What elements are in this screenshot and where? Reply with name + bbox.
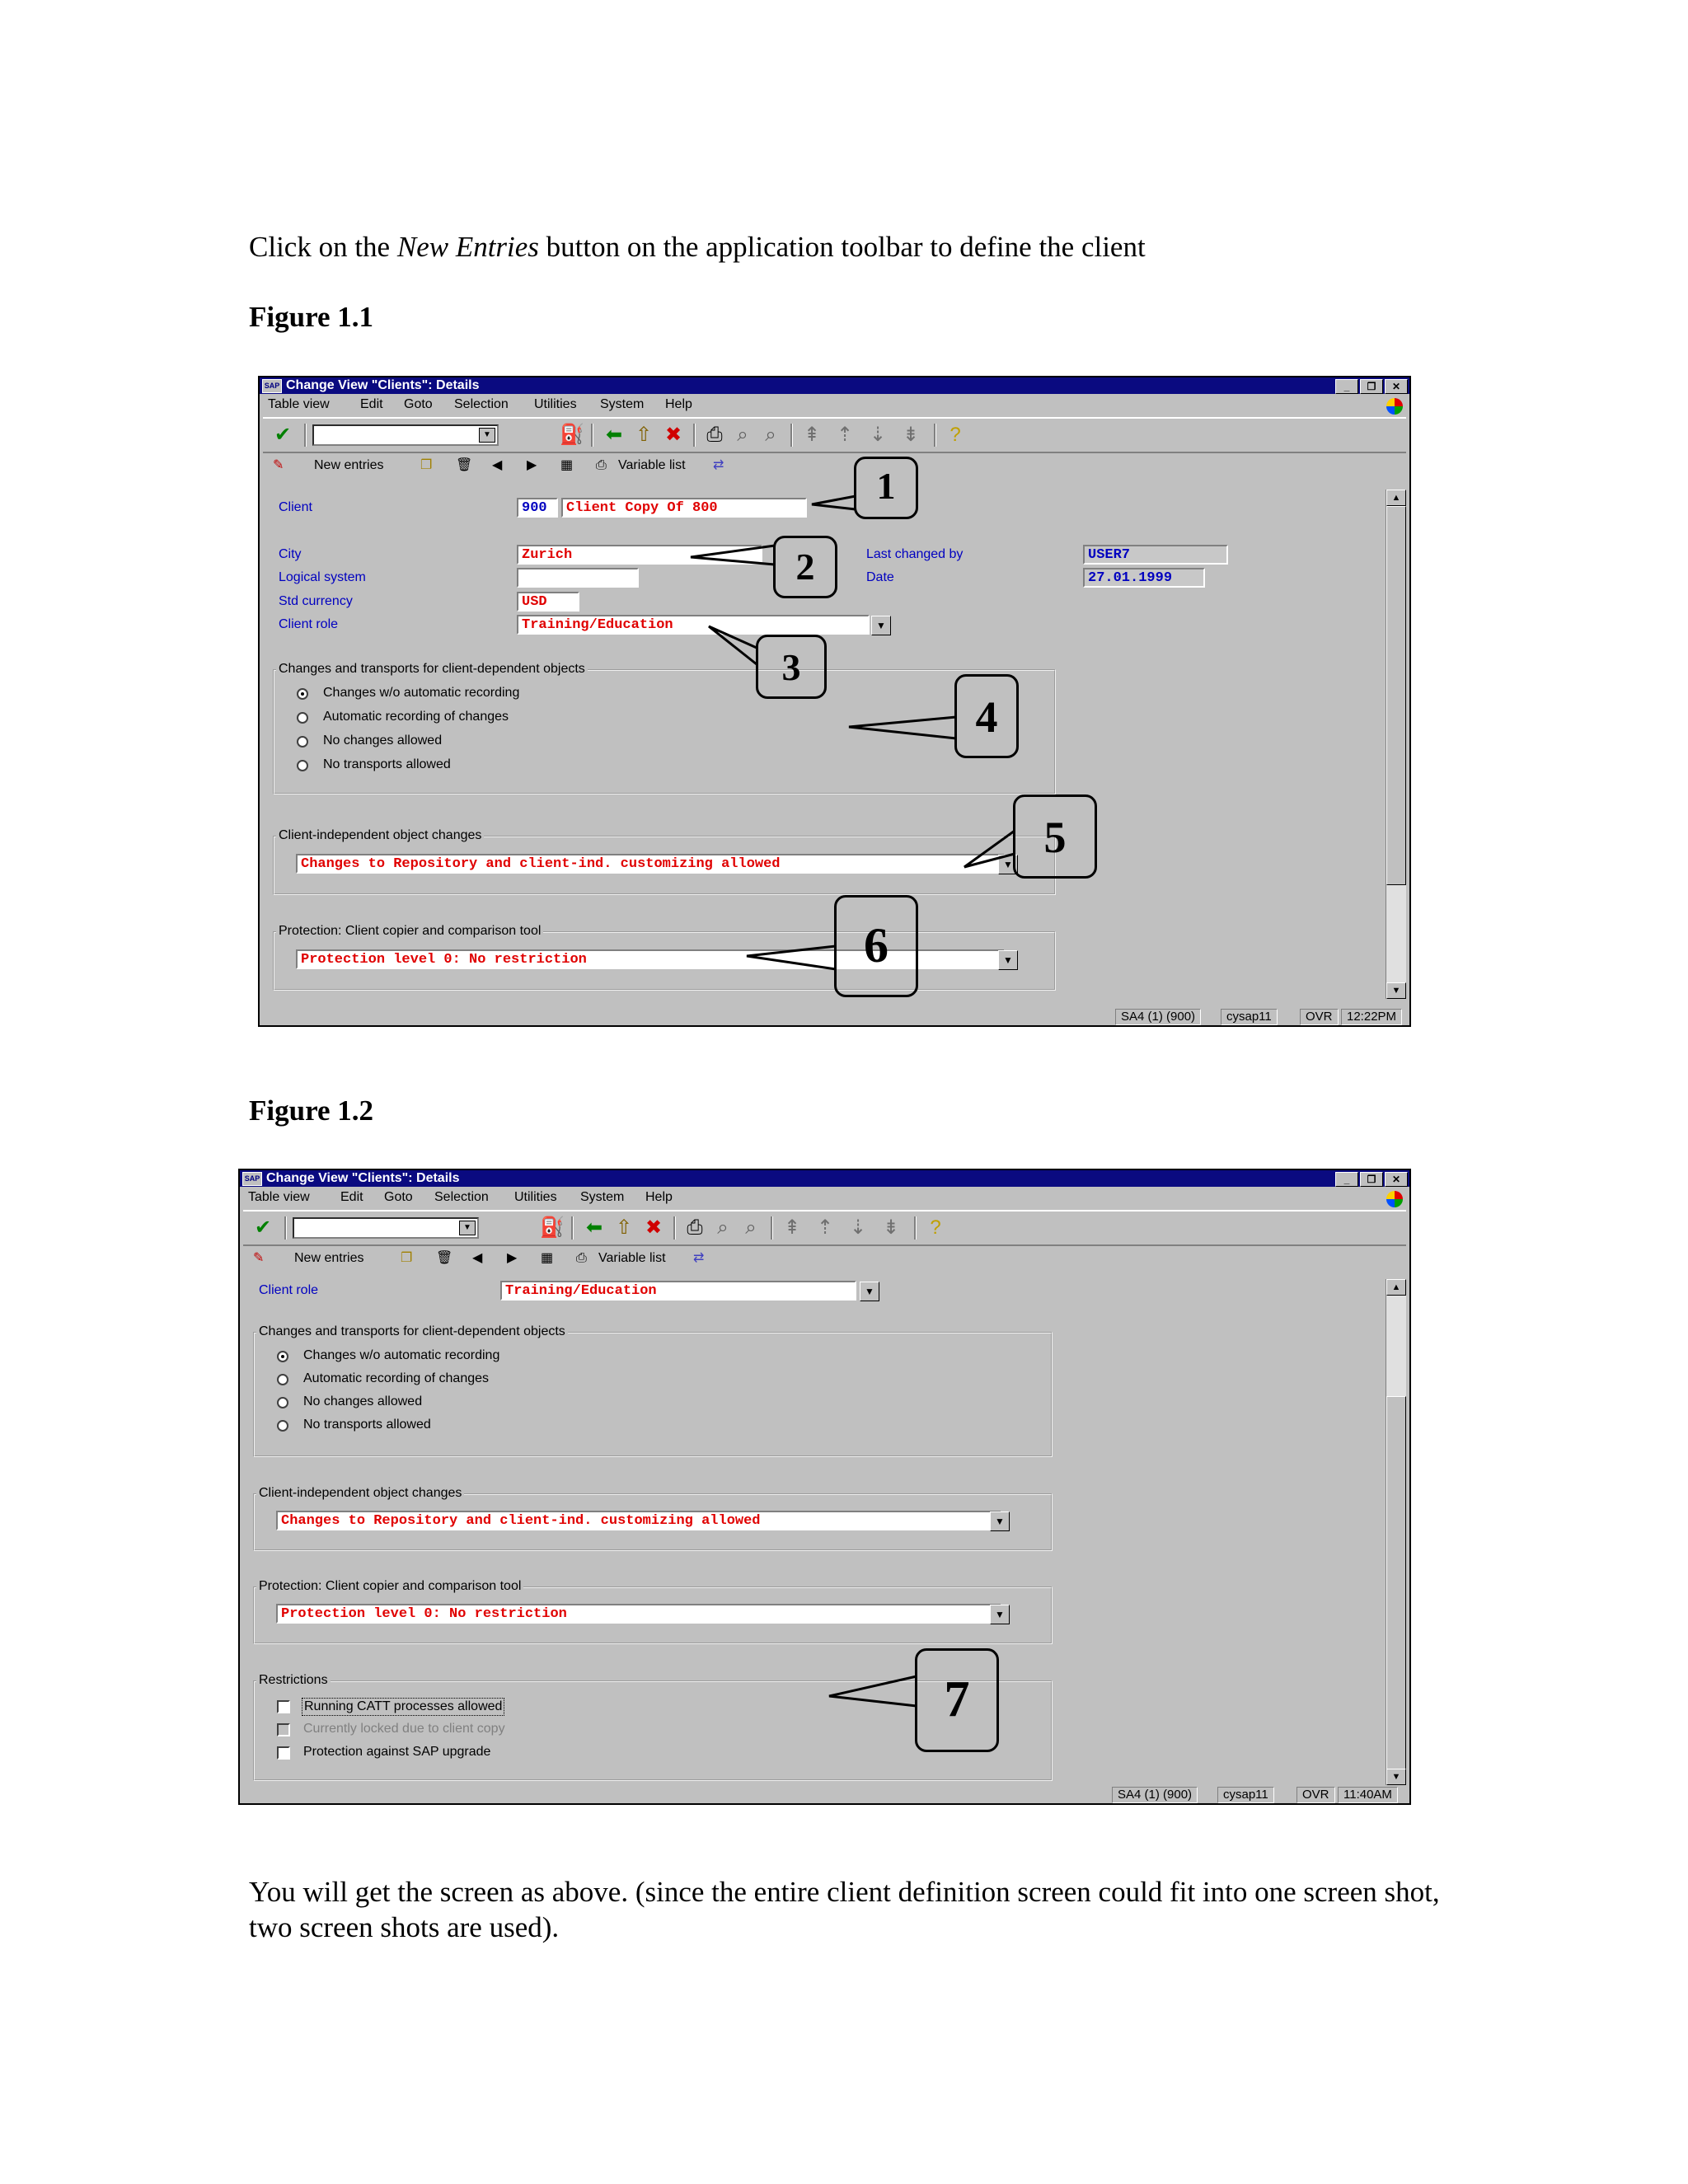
scroll-up-icon[interactable]: ▲ [1386, 1279, 1406, 1296]
radio-label: Changes w/o automatic recording [323, 686, 520, 700]
city-field[interactable]: Zurich [517, 545, 762, 565]
callout-6: 6 [834, 895, 918, 997]
menu-help[interactable]: Help [645, 1190, 673, 1204]
status-bar [260, 1007, 1409, 1025]
copy-icon[interactable]: ❐ [401, 1251, 413, 1265]
back-arrow-icon[interactable]: ⬅ [585, 1216, 603, 1239]
scroll-thumb[interactable] [1386, 1396, 1406, 1770]
next-page-icon[interactable]: ⇣ [869, 424, 887, 446]
vertical-scrollbar[interactable] [1386, 1279, 1406, 1785]
radio-changes-without-recording[interactable] [277, 1351, 288, 1362]
status-mode: OVR [1296, 1787, 1335, 1803]
radio-label: No transports allowed [323, 757, 451, 771]
back-arrow-icon[interactable]: ⬅ [605, 424, 623, 446]
new-entries-icon[interactable]: ✎ [273, 458, 284, 472]
checkbox-label: Currently locked due to client copy [303, 1722, 505, 1736]
radio-no-transports[interactable] [277, 1420, 288, 1432]
callout-2: 2 [773, 536, 837, 598]
menu-edit[interactable]: Edit [340, 1190, 363, 1204]
new-entries-button[interactable]: New entries [314, 458, 384, 472]
protection-dropdown-icon[interactable]: ▼ [990, 1605, 1010, 1624]
status-host: cysap11 [1221, 1009, 1278, 1025]
radio-no-changes[interactable] [297, 736, 308, 748]
status-host: cysap11 [1217, 1787, 1274, 1803]
previous-page-icon[interactable]: ⇡ [836, 424, 854, 446]
sap-globe-icon [1386, 1191, 1403, 1207]
sap-window-figure-2 [238, 1169, 1411, 1805]
restrictions-title: Restrictions [256, 1672, 331, 1689]
menu-utilities[interactable]: Utilities [514, 1190, 557, 1204]
status-system: SA4 (1) (900) [1112, 1787, 1198, 1803]
application-toolbar [248, 1246, 1401, 1271]
client-independent-dropdown-icon[interactable]: ▼ [998, 855, 1018, 874]
checkbox-label: Protection against SAP upgrade [303, 1745, 491, 1759]
client-independent-dropdown-icon[interactable]: ▼ [990, 1511, 1010, 1531]
select-all-icon[interactable]: ▦ [560, 458, 574, 472]
chevron-down-icon[interactable]: ▼ [479, 428, 495, 443]
menu-system[interactable]: System [580, 1190, 625, 1204]
callout-1: 1 [854, 457, 918, 519]
compare-icon[interactable]: ⇄ [693, 1251, 705, 1265]
help-icon[interactable]: ? [950, 424, 961, 446]
last-page-icon[interactable]: ⇟ [902, 424, 920, 446]
logical-system-field[interactable] [517, 568, 639, 588]
next-icon[interactable]: ▶ [507, 1251, 518, 1265]
find-icon[interactable]: ⌕ [737, 424, 748, 446]
delete-icon[interactable]: 🗑 [456, 458, 473, 472]
radio-automatic-recording[interactable] [297, 712, 308, 724]
variable-list-icon[interactable]: ⎙ [596, 458, 607, 472]
sap-globe-icon [1386, 398, 1403, 415]
new-entries-button[interactable]: New entries [294, 1251, 364, 1265]
client-role-field[interactable]: Training/Education [517, 615, 870, 635]
standard-toolbar [243, 1210, 1406, 1246]
cancel-x-icon[interactable]: ✖ [664, 424, 682, 446]
city-label: City [279, 547, 302, 561]
protection-field[interactable]: Protection level 0: No restriction [296, 949, 1005, 969]
restore-button[interactable]: ❐ [1360, 379, 1383, 394]
radio-automatic-recording[interactable] [277, 1374, 288, 1385]
next-icon[interactable]: ▶ [527, 458, 537, 472]
radio-no-transports[interactable] [297, 760, 308, 771]
changes-transports-title: Changes and transports for client-dependent objects [276, 661, 588, 677]
printer-icon[interactable]: ⎙ [706, 424, 723, 446]
previous-page-icon[interactable]: ⇡ [816, 1216, 834, 1239]
radio-label: Automatic recording of changes [323, 710, 509, 724]
radio-label: Automatic recording of changes [303, 1371, 490, 1385]
exit-icon[interactable]: ⇧ [615, 1216, 633, 1239]
check-icon[interactable]: ✔ [254, 1216, 272, 1239]
variable-list-button[interactable]: Variable list [598, 1251, 666, 1265]
copy-icon[interactable]: ❐ [420, 458, 433, 472]
client-label: Client [279, 500, 312, 514]
menu-table-view[interactable]: Table view [248, 1190, 310, 1204]
delete-icon[interactable]: 🗑 [436, 1251, 453, 1265]
scroll-up-icon[interactable]: ▲ [1386, 490, 1406, 506]
chevron-down-icon[interactable]: ▼ [459, 1221, 476, 1235]
status-mode: OVR [1300, 1009, 1339, 1025]
client-role-label: Client role [259, 1283, 319, 1297]
protection-title: Protection: Client copier and comparison tool [276, 923, 543, 940]
new-entries-emphasis: New Entries [396, 231, 539, 263]
scroll-down-icon[interactable]: ▼ [1386, 982, 1406, 999]
checkbox-protection-sap-upgrade[interactable] [277, 1746, 290, 1760]
menu-table-view[interactable]: Table view [268, 397, 330, 411]
client-number-field[interactable]: 900 [517, 498, 558, 518]
close-button[interactable]: ✕ [1385, 1172, 1408, 1187]
menu-edit[interactable]: Edit [360, 397, 383, 411]
scroll-down-icon[interactable]: ▼ [1386, 1769, 1406, 1785]
menu-goto[interactable]: Goto [404, 397, 433, 411]
menu-goto[interactable]: Goto [384, 1190, 413, 1204]
std-currency-field[interactable]: USD [517, 592, 579, 612]
save-icon[interactable]: ⛽ [560, 424, 584, 446]
command-field[interactable] [312, 424, 499, 446]
find-next-icon[interactable]: ⌕ [745, 1216, 757, 1239]
select-all-icon[interactable]: ▦ [541, 1251, 554, 1265]
client-role-field[interactable]: Training/Education [500, 1281, 856, 1301]
cancel-x-icon[interactable]: ✖ [645, 1216, 663, 1239]
previous-icon[interactable]: ◀ [492, 458, 503, 472]
new-entries-icon[interactable]: ✎ [253, 1251, 265, 1265]
date-field: 27.01.1999 [1083, 568, 1205, 588]
help-icon[interactable]: ? [930, 1216, 941, 1239]
checkbox-running-catt[interactable] [277, 1700, 290, 1713]
client-role-label: Client role [279, 617, 339, 631]
client-independent-field[interactable]: Changes to Repository and client-ind. customizing allowed [296, 854, 1005, 874]
status-time: 12:22PM [1341, 1009, 1402, 1025]
status-system: SA4 (1) (900) [1115, 1009, 1201, 1025]
minimize-button[interactable]: _ [1335, 1172, 1358, 1187]
client-role-dropdown-icon[interactable]: ▼ [860, 1282, 879, 1301]
radio-label: No transports allowed [303, 1418, 431, 1432]
radio-label: No changes allowed [303, 1394, 423, 1408]
application-toolbar [268, 453, 1401, 478]
protection-dropdown-icon[interactable]: ▼ [998, 950, 1018, 970]
minimize-button[interactable]: _ [1335, 379, 1358, 394]
close-button[interactable]: ✕ [1385, 379, 1408, 394]
first-page-icon[interactable]: ⇞ [803, 424, 821, 446]
save-icon[interactable]: ⛽ [540, 1216, 565, 1239]
radio-changes-without-recording[interactable] [297, 688, 308, 700]
client-role-dropdown-icon[interactable]: ▼ [871, 616, 891, 635]
find-next-icon[interactable]: ⌕ [765, 424, 776, 446]
protection-title: Protection: Client copier and comparison tool [256, 1578, 523, 1595]
client-independent-title: Client-independent object changes [276, 827, 484, 844]
status-bar [240, 1785, 1409, 1803]
next-page-icon[interactable]: ⇣ [849, 1216, 867, 1239]
vertical-scrollbar[interactable] [1386, 490, 1406, 999]
client-independent-field[interactable]: Changes to Repository and client-ind. customizing allowed [276, 1511, 1001, 1530]
radio-no-changes[interactable] [277, 1397, 288, 1408]
window-title: Change View "Clients": Details [286, 378, 480, 392]
callout-7: 7 [915, 1648, 999, 1752]
radio-label: No changes allowed [323, 733, 443, 748]
figure-1-label: Figure 1.1 [249, 301, 374, 333]
callout-5: 5 [1013, 794, 1097, 879]
title-bar [240, 1170, 1409, 1187]
menu-utilities[interactable]: Utilities [534, 397, 577, 411]
std-currency-label: Std currency [279, 594, 353, 608]
callout-3: 3 [756, 635, 827, 699]
client-name-field[interactable]: Client Copy Of 800 [561, 498, 807, 518]
previous-icon[interactable]: ◀ [472, 1251, 483, 1265]
scroll-thumb[interactable] [1386, 506, 1406, 885]
last-changed-by-label: Last changed by [866, 547, 964, 561]
menu-selection[interactable]: Selection [454, 397, 509, 411]
menu-bar [240, 1188, 1409, 1207]
last-page-icon[interactable]: ⇟ [882, 1216, 900, 1239]
last-changed-by-field: USER7 [1083, 545, 1228, 565]
intro-paragraph: Click on the New Entries button on the application toolbar to define the client [249, 231, 1146, 263]
menu-system[interactable]: System [600, 397, 645, 411]
protection-field[interactable]: Protection level 0: No restriction [276, 1604, 1001, 1624]
exit-icon[interactable]: ⇧ [635, 424, 653, 446]
variable-list-button[interactable]: Variable list [618, 458, 686, 472]
first-page-icon[interactable]: ⇞ [783, 1216, 801, 1239]
logical-system-label: Logical system [279, 570, 366, 584]
find-icon[interactable]: ⌕ [717, 1216, 729, 1239]
printer-icon[interactable]: ⎙ [687, 1216, 703, 1239]
command-field[interactable] [293, 1217, 479, 1239]
checkbox-locked-client-copy [277, 1723, 290, 1736]
restore-button[interactable]: ❐ [1360, 1172, 1383, 1187]
standard-toolbar [263, 417, 1406, 453]
menu-help[interactable]: Help [665, 397, 692, 411]
changes-transports-title: Changes and transports for client-dependent objects [256, 1324, 568, 1340]
menu-bar [260, 396, 1409, 414]
window-title: Change View "Clients": Details [266, 1171, 460, 1185]
outro-paragraph: You will get the screen as above. (since the entire client definition screen could fit into one screen shot, two screen shots are used). [249, 1876, 1440, 1943]
client-independent-title: Client-independent object changes [256, 1485, 464, 1502]
checkbox-label: Running CATT processes allowed [302, 1698, 504, 1716]
date-label: Date [866, 570, 894, 584]
variable-list-icon[interactable]: ⎙ [576, 1251, 587, 1265]
figure-2-label: Figure 1.2 [249, 1094, 374, 1127]
compare-icon[interactable]: ⇄ [713, 458, 724, 472]
check-icon[interactable]: ✔ [274, 424, 292, 446]
sap-logo-icon: SAP [242, 1172, 262, 1186]
title-bar [260, 377, 1409, 394]
menu-selection[interactable]: Selection [434, 1190, 489, 1204]
status-time: 11:40AM [1338, 1787, 1398, 1803]
radio-label: Changes w/o automatic recording [303, 1348, 500, 1362]
sap-logo-icon: SAP [262, 379, 282, 393]
callout-4: 4 [954, 674, 1019, 758]
